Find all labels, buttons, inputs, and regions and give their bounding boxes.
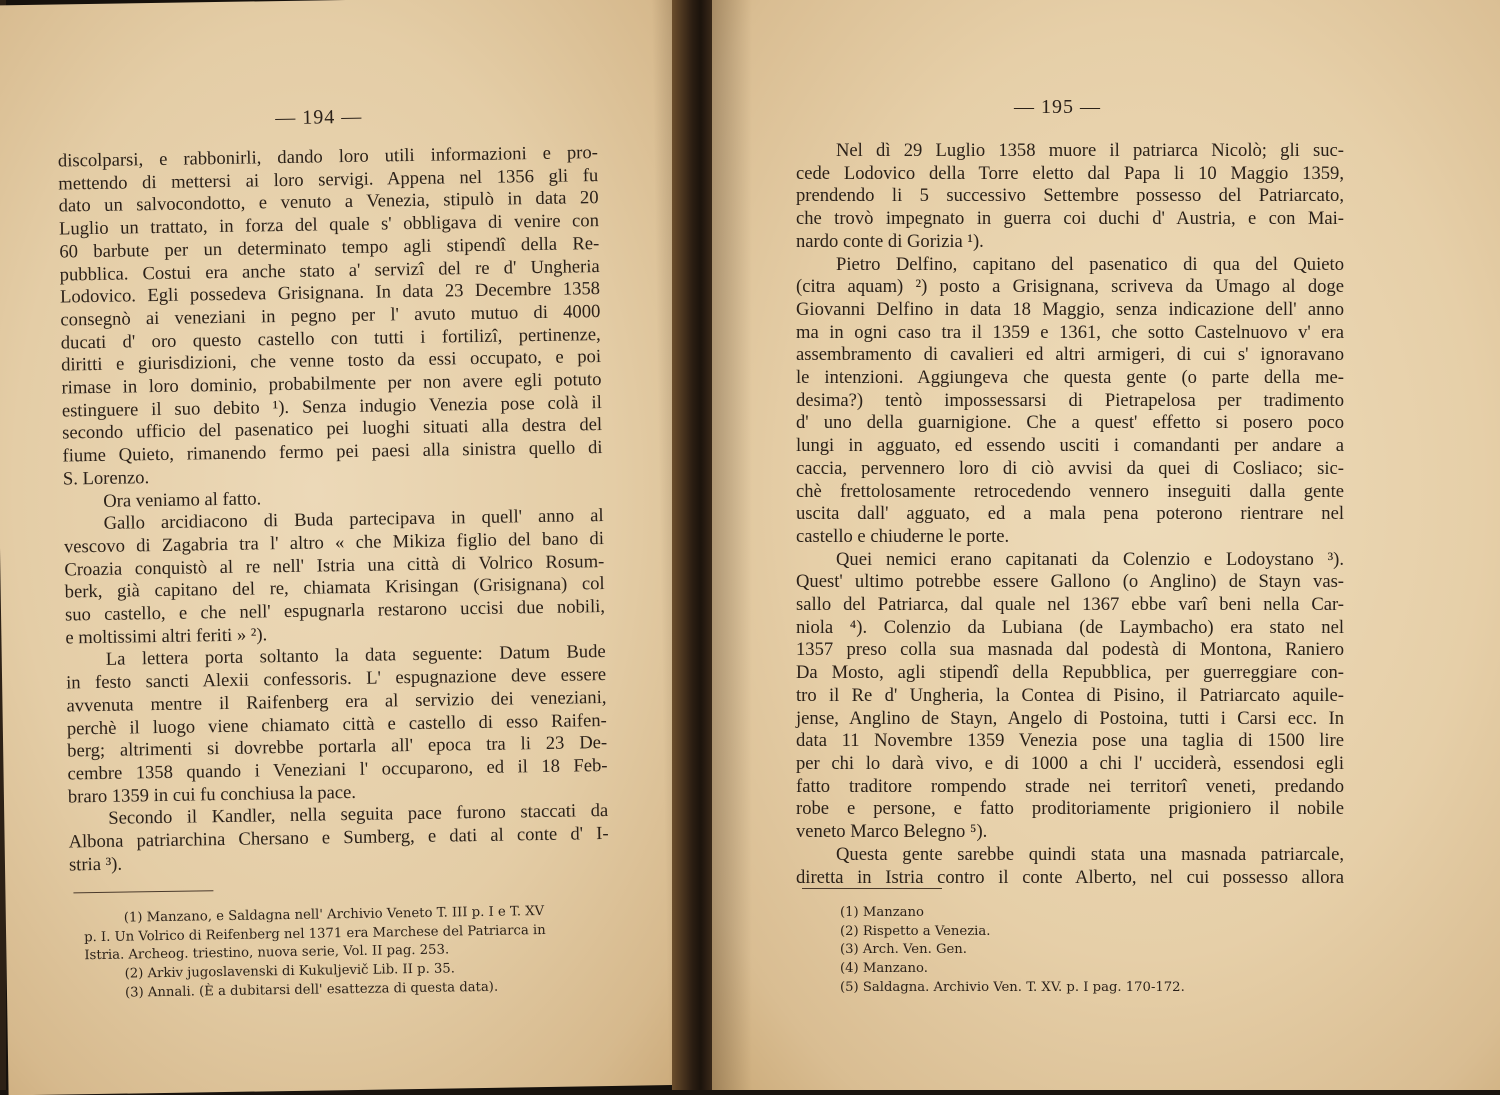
text-line: S. Lorenzo. — [62, 466, 150, 490]
text-line: Croazia conquistò al re nell' Istria una città di Volrico Rosum- — [64, 550, 605, 581]
footnote: (4) Manzano. — [840, 961, 928, 977]
text-line: Da Mosto, agli stipendî della Repubblica, per guerreggiare con- — [796, 662, 1344, 684]
footnote: Istria. Archeog. triestino, nuova serie, Vol. II pag. 253. — [84, 942, 450, 964]
text-line: ducati d' oro questo castello con tutti i fortilizî, pertinenze, — [60, 323, 601, 354]
text-line: berk, già capitano del re, chiamata Krisingan (Grisignana) col — [64, 573, 605, 603]
text-line: consegnò ai veneziani in pegno per l' avuto mutuo di 4000 — [60, 300, 601, 331]
footnote: (2) Rispetto a Venezia. — [840, 923, 991, 939]
text-line: 60 barbute per un determinato tempo agli stipendî della Re- — [59, 232, 600, 263]
footnote: (1) Manzano, e Saldagna nell' Archivio Veneto T. III p. I e T. XV — [123, 903, 545, 926]
text-line: La lettera porta soltanto la data seguente: Datum Bude — [105, 641, 606, 671]
text-line: fatto traditore rompendo strade nei territorî veneti, predando — [796, 775, 1344, 797]
text-line: Albona patriarchina Chersano e Sumberg, e dati al conte d' I- — [68, 823, 609, 853]
page-number: — 194 — — [275, 105, 363, 130]
text-line: assembramento di cavalieri ed altri armigeri, di cui s' ignoravano — [796, 344, 1344, 366]
text-line: le intenzioni. Aggiungeva che questa gente (o parte della me- — [796, 367, 1344, 389]
text-line: data 11 Novembre 1359 Venezia pose una taglia di 1500 lire — [796, 730, 1344, 752]
gutter-shadow — [712, 0, 752, 1090]
footnote: (5) Saldagna. Archivio Ven. T. XV. p. I pag. 170-172. — [840, 979, 1185, 995]
text-line: berg; altrimenti si dovrebbe portarla all' epoca tra li 23 De- — [67, 732, 608, 762]
footnotes — [840, 904, 1360, 998]
footnote-rule — [73, 890, 213, 893]
text-line: cede Lodovico della Torre eletto dal Papa li 10 Maggio 1359, — [796, 162, 1344, 184]
text-line: Giovanni Delfino in data 18 Maggio, senza indicazione dell' anno — [796, 298, 1344, 320]
body-text — [796, 140, 1344, 889]
text-line: e moltissimi altri feriti » ²). — [65, 624, 268, 649]
text-line: vescovo di Zagabria tra l' altro « che Mikiza figlio del bano di — [63, 527, 605, 558]
text-line: diretta in Istria contro il conte Alberto, nel cui possesso allora — [796, 866, 1344, 888]
text-line: robe e persone, e fatto proditoriamente prigioniero il nobile — [796, 798, 1344, 820]
text-line: braro 1359 in cui fu conchiusa la pace. — [67, 781, 357, 808]
footnotes — [84, 902, 621, 1004]
text-line: Lodovico. Egli possedeva Grisignana. In data 23 Decembre 1358 — [59, 278, 601, 308]
text-line: stria ³). — [68, 853, 123, 876]
text-line: estinguere il suo debito ¹). Senza indugio Venezia pose colà il — [61, 391, 602, 422]
text-line: (citra aquam) ²) posto a Grisignana, scriveva da Umago al doge — [796, 276, 1344, 298]
text-line: per chi lo darà vivo, e di 1000 a chi l' ucciderà, essendosi egli — [796, 752, 1344, 774]
text-line: tro il Re d' Ungheria, la Contea di Pisino, il Patriarcato aquile- — [796, 684, 1344, 706]
text-line: Quei nemici erano capitanati da Colenzio e Lodoystano ³). — [836, 548, 1344, 570]
footnote: (3) Arch. Ven. Gen. — [840, 942, 967, 958]
text-line: veneto Marco Belegno ⁵). — [796, 821, 988, 843]
text-line: Quest' ultimo potrebbe essere Gallono (o Anglino) de Stayn vas- — [796, 571, 1344, 593]
text-line: chè frettolosamente retrocedendo vennero inseguiti dalla gente — [796, 480, 1344, 502]
text-line: caccia, pervennero loro di ciò avvisi da quei di Cosliaco; sic- — [796, 457, 1344, 479]
text-line: dato un salvocondotto, e venuto a Venezia, stipulò in data 20 — [58, 187, 599, 217]
text-line: pubblica. Costui era anche stato a' servizî del re d' Ungheria — [59, 255, 600, 286]
text-line: che trovò impegnato in guerra coi duchi d' Austria, e con Mai- — [796, 208, 1344, 230]
body-text — [58, 142, 609, 877]
text-line: Ora veniamo al fatto. — [103, 487, 262, 512]
footnote: (3) Annali. (È a dubitarsi dell' esattezza di questa data). — [124, 979, 499, 1001]
text-line: Luglio un trattato, in forza del quale s' obbligava di venire con — [58, 210, 600, 240]
text-line: uscita dall' agguato, ed a mala pena poterono rientrare nel — [796, 503, 1344, 525]
footnote: p. I. Un Volrico di Reifenberg nel 1371 era Marchese del Patriarca in — [84, 922, 546, 945]
text-line: castello e chiuderne le porte. — [796, 525, 1010, 547]
text-line: ma in ogni caso tra il 1359 e 1361, che sotto Castelnuovo v' era — [796, 321, 1344, 343]
text-line: jense, Anglino de Stayn, Angelo di Postoina, tutti i Carsi ecc. In — [796, 707, 1344, 729]
footnote-rule — [802, 888, 942, 889]
text-line: nardo conte di Gorizia ¹). — [796, 230, 984, 252]
text-line: mettendo di mettersi ai loro servigi. Appena nel 1356 gli fu — [58, 164, 599, 195]
text-line: rimase in loro dominio, probabilmente per non avere egli potuto — [61, 369, 602, 399]
right-page — [712, 0, 1500, 1090]
text-line: prendendo li 5 successivo Settembre possesso del Patriarcato, — [796, 185, 1344, 207]
left-page — [0, 0, 709, 1095]
text-line: in festo sancti Alexii confessoris. L' espugnazione deve essere — [65, 664, 607, 694]
text-line: lungi in agguato, ed essendo usciti i comandanti per andare a — [796, 435, 1344, 457]
text-line: Nel dì 29 Luglio 1358 muore il patriarca Nicolò; gli suc- — [836, 140, 1344, 161]
text-line: cembre 1358 quando i Veneziani l' occuparono, ed il 18 Feb- — [67, 754, 608, 785]
text-line: niola ⁴). Colenzio da Lubiana (de Laymbacho) era stato nel — [796, 616, 1344, 638]
text-line: diritti e giurisdizioni, che venne tosto da essi occupato, e poi — [60, 346, 602, 376]
page-number: — 195 — — [1014, 96, 1101, 118]
text-line: avvenuta mentre il Raifenberg era al servizio dei veneziani, — [66, 686, 607, 717]
text-line: perchè il luogo viene chiamato città e castello di esso Raifen- — [66, 709, 607, 740]
text-line: Secondo il Kandler, nella seguita pace furono staccati da — [108, 800, 609, 830]
text-line: discolparsi, e rabbonirli, dando loro utili informazioni e pro- — [57, 142, 599, 172]
text-line: Pietro Delfino, capitano del pasenatico di qua del Quieto — [836, 253, 1344, 275]
text-line: suo castello, e che nell' espugnarla restarono uccisi due nobili, — [64, 596, 606, 626]
text-line: Questa gente sarebbe quindi stata una masnada patriarcale, — [836, 843, 1344, 865]
footnote: (2) Arkiv jugoslavenski di Kukuljevič Lib. II p. 35. — [124, 961, 456, 982]
text-line: fiume Quieto, rimanendo fermo pei paesi alla sinistra quello di — [62, 437, 603, 467]
text-line: d' uno della guarnigione. Che a quest' effetto si posero poco — [796, 412, 1344, 434]
text-line: secondo ufficio del pasenatico pei luoghi situati alla destra del — [62, 414, 603, 444]
text-line: desima?) tentò impossessarsi di Pietrapelosa per tradimento — [796, 389, 1344, 411]
footnote: (1) Manzano — [840, 905, 924, 920]
text-line: 1357 preso colla sua masnada dal podestà di Montona, Raniero — [796, 639, 1344, 661]
text-line: Gallo arcidiacono di Buda partecipava in quell' anno al — [103, 505, 604, 535]
text-line: sallo del Patriarca, dal quale nel 1367 ebbe varî beni nella Car- — [796, 594, 1344, 616]
